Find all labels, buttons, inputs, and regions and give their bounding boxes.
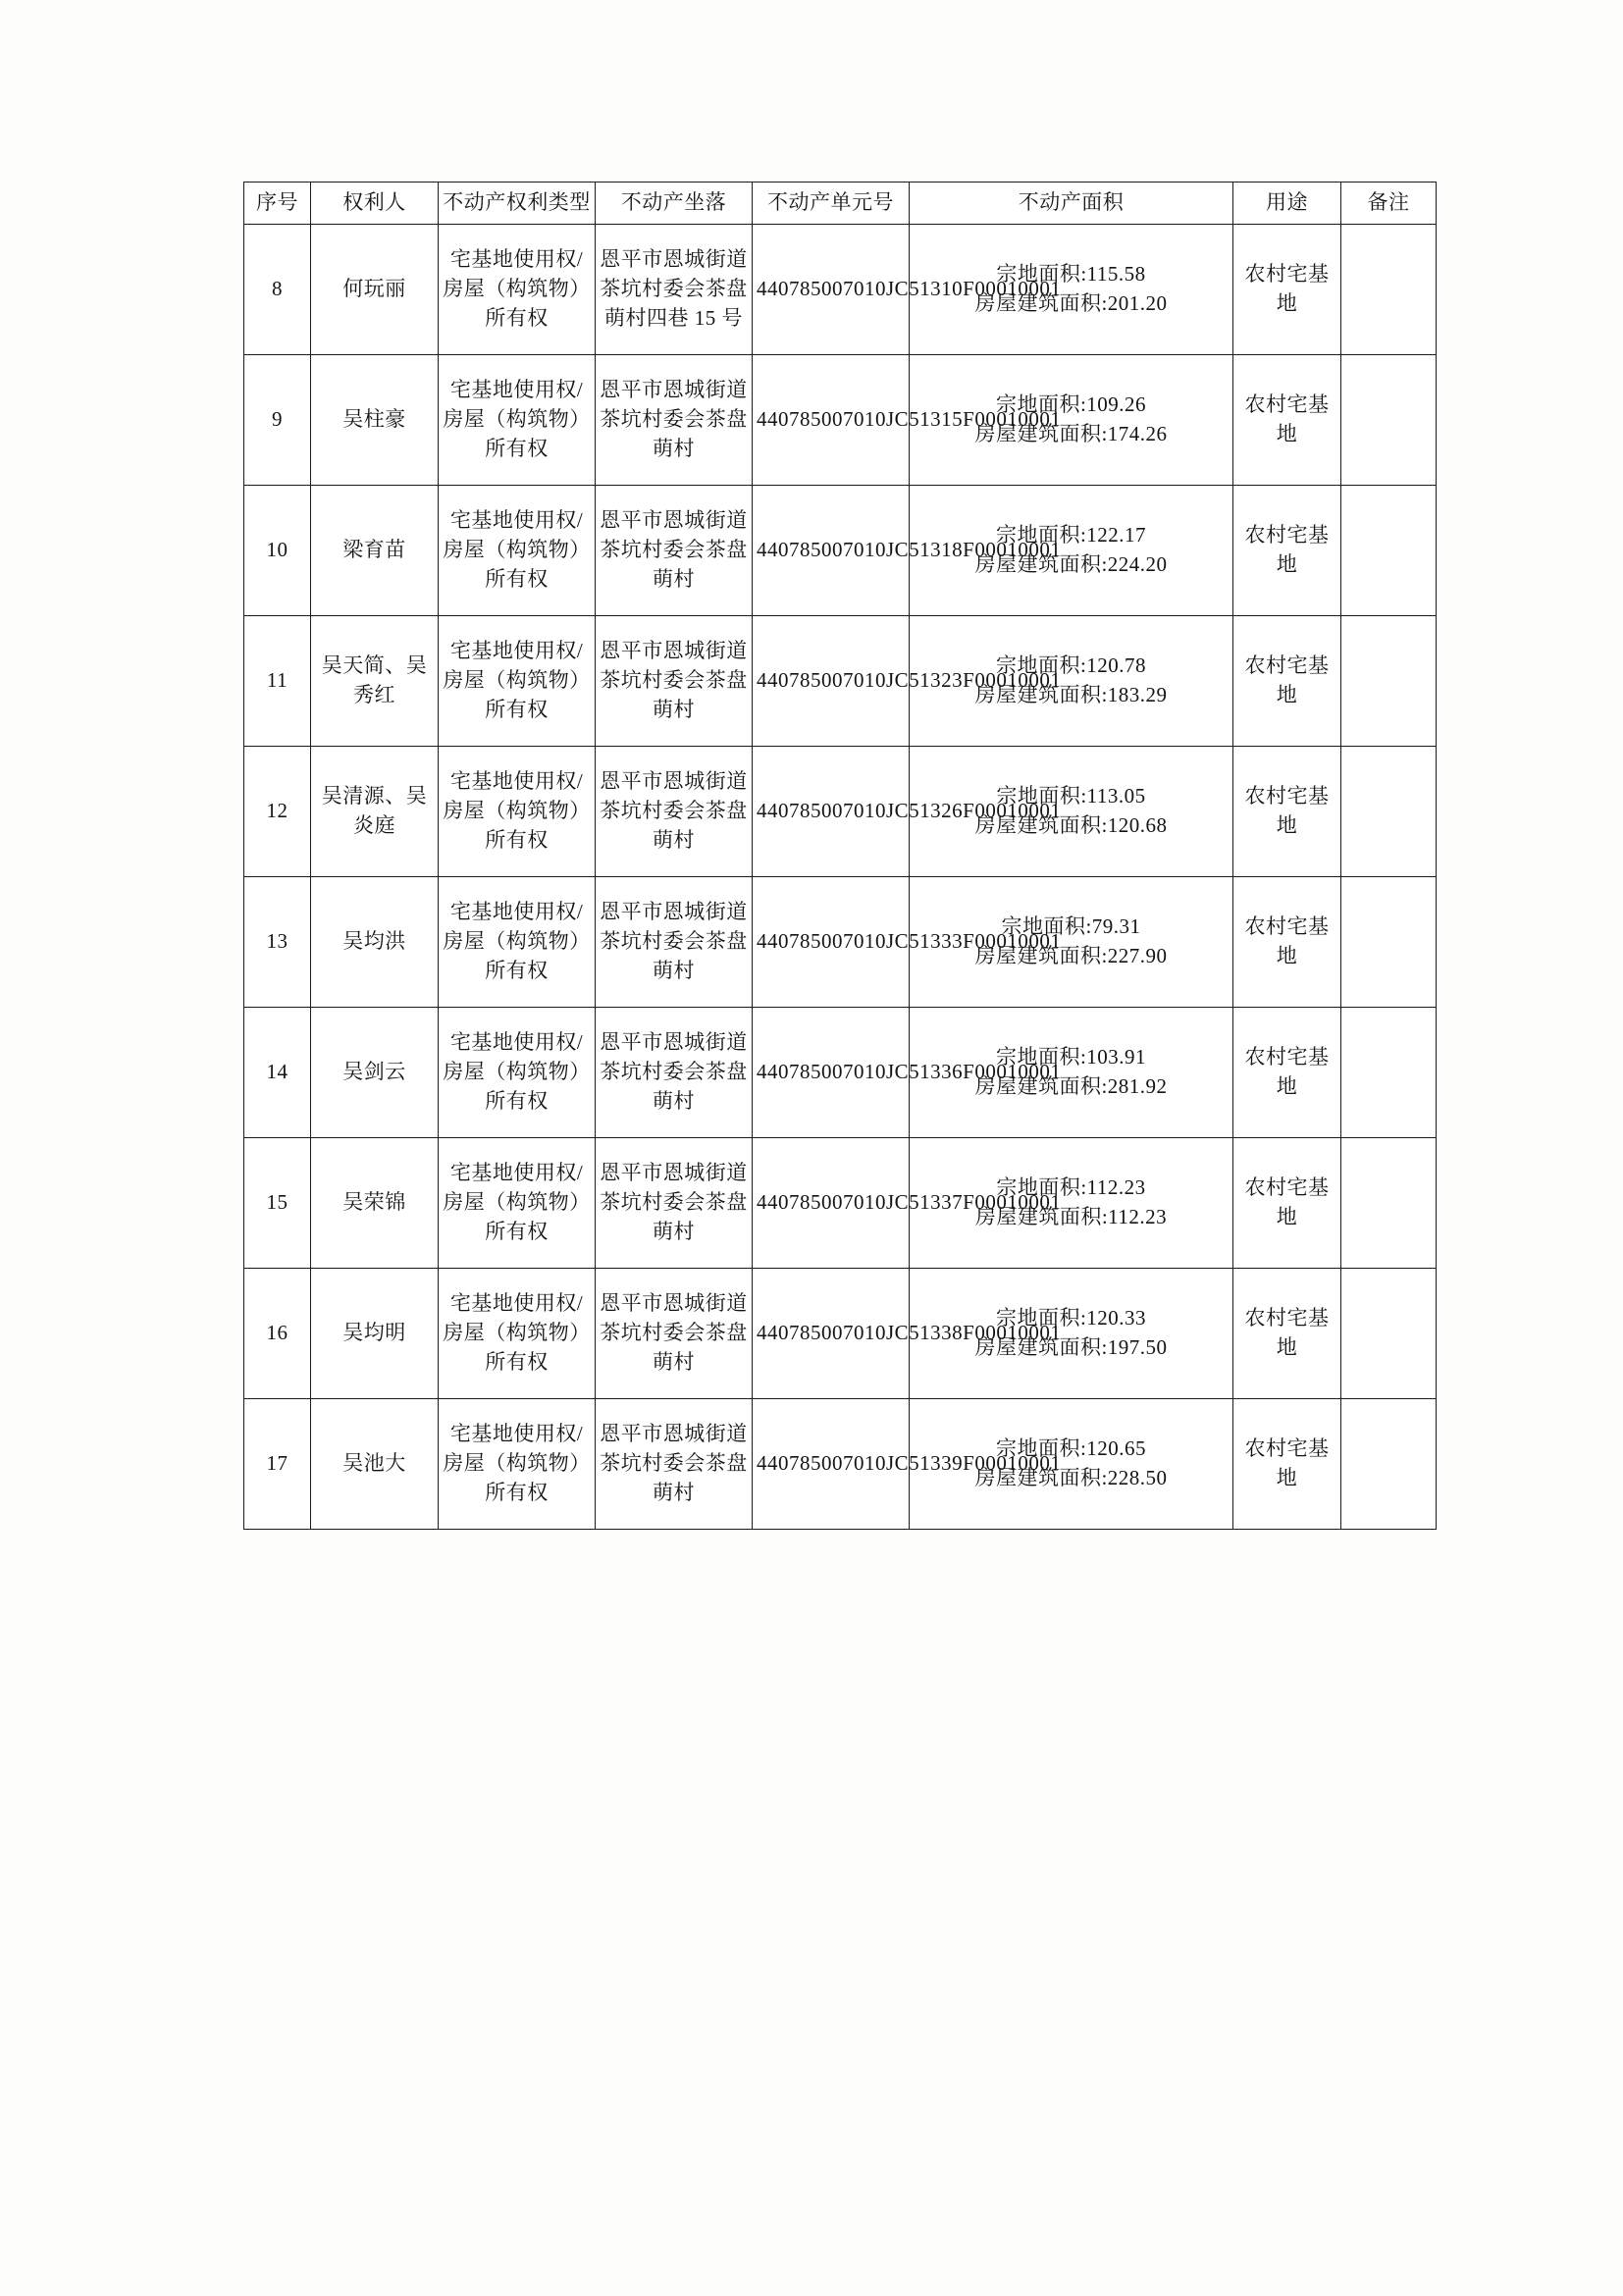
cell-owner: 吴池大 <box>311 1398 439 1529</box>
cell-remark <box>1341 1398 1437 1529</box>
registry-table-container <box>243 182 1436 1530</box>
cell-area-land: 宗地面积:120.78 <box>995 653 1147 677</box>
cell-right-type: 宅基地使用权/房屋（构筑物）所有权 <box>439 485 596 615</box>
cell-index: 12 <box>244 746 311 876</box>
cell-remark <box>1341 354 1437 485</box>
cell-area-land: 宗地面积:120.33 <box>995 1306 1147 1330</box>
column-header-right-type: 不动产权利类型 <box>439 183 596 225</box>
cell-owner: 吴均洪 <box>311 876 439 1007</box>
cell-right-type: 宅基地使用权/房屋（构筑物）所有权 <box>439 224 596 354</box>
cell-unit-number: 440785007010JC51339F00010001 <box>753 1398 910 1529</box>
cell-unit-number: 440785007010JC51318F00010001 <box>753 485 910 615</box>
cell-location: 恩平市恩城街道茶坑村委会茶盘萌村 <box>596 1137 753 1268</box>
cell-owner: 何玩丽 <box>311 224 439 354</box>
cell-area-land: 宗地面积:122.17 <box>995 523 1147 547</box>
cell-use: 农村宅基地 <box>1233 1007 1341 1137</box>
table-header-row <box>244 183 1437 225</box>
cell-unit-number: 440785007010JC51338F00010001 <box>753 1268 910 1398</box>
cell-index: 8 <box>244 224 311 354</box>
cell-index: 11 <box>244 615 311 746</box>
cell-remark <box>1341 1007 1437 1137</box>
cell-right-type: 宅基地使用权/房屋（构筑物）所有权 <box>439 746 596 876</box>
cell-index: 13 <box>244 876 311 1007</box>
cell-area-building: 房屋建筑面积:183.29 <box>974 682 1168 706</box>
cell-area-land: 宗地面积:79.31 <box>1001 914 1141 938</box>
cell-area-building: 房屋建筑面积:174.26 <box>974 421 1168 445</box>
cell-area-building: 房屋建筑面积:197.50 <box>974 1334 1168 1359</box>
cell-area-building: 房屋建筑面积:201.20 <box>974 290 1168 315</box>
cell-area-building: 房屋建筑面积:281.92 <box>974 1073 1168 1098</box>
cell-area-land: 宗地面积:115.58 <box>996 262 1146 286</box>
cell-index: 16 <box>244 1268 311 1398</box>
cell-unit-number: 440785007010JC51310F00010001 <box>753 224 910 354</box>
cell-use: 农村宅基地 <box>1233 1268 1341 1398</box>
cell-index: 10 <box>244 485 311 615</box>
cell-right-type: 宅基地使用权/房屋（构筑物）所有权 <box>439 1137 596 1268</box>
cell-area-land: 宗地面积:113.05 <box>996 784 1146 808</box>
cell-use: 农村宅基地 <box>1233 485 1341 615</box>
cell-owner: 吴剑云 <box>311 1007 439 1137</box>
cell-remark <box>1341 1137 1437 1268</box>
cell-location: 恩平市恩城街道茶坑村委会茶盘萌村四巷 15 号 <box>596 224 753 354</box>
cell-area-land: 宗地面积:109.26 <box>995 392 1147 416</box>
cell-use: 农村宅基地 <box>1233 746 1341 876</box>
cell-use: 农村宅基地 <box>1233 1398 1341 1529</box>
cell-use: 农村宅基地 <box>1233 354 1341 485</box>
cell-location: 恩平市恩城街道茶坑村委会茶盘萌村 <box>596 876 753 1007</box>
column-header-location: 不动产坐落 <box>596 183 753 225</box>
cell-area-building: 房屋建筑面积:227.90 <box>974 943 1168 967</box>
table-row <box>244 224 1437 354</box>
cell-index: 17 <box>244 1398 311 1529</box>
column-header-index: 序号 <box>244 183 311 225</box>
cell-right-type: 宅基地使用权/房屋（构筑物）所有权 <box>439 1268 596 1398</box>
table-row <box>244 1268 1437 1398</box>
cell-right-type: 宅基地使用权/房屋（构筑物）所有权 <box>439 354 596 485</box>
table-row <box>244 1398 1437 1529</box>
cell-unit-number: 440785007010JC51337F00010001 <box>753 1137 910 1268</box>
cell-use: 农村宅基地 <box>1233 876 1341 1007</box>
cell-index: 15 <box>244 1137 311 1268</box>
cell-remark <box>1341 876 1437 1007</box>
column-header-unit-number: 不动产单元号 <box>753 183 910 225</box>
table-row <box>244 485 1437 615</box>
cell-area-building: 房屋建筑面积:224.20 <box>974 551 1168 576</box>
column-header-area: 不动产面积 <box>910 183 1233 225</box>
cell-area-land: 宗地面积:120.65 <box>995 1436 1147 1460</box>
table-row <box>244 1137 1437 1268</box>
table-row <box>244 615 1437 746</box>
column-header-use: 用途 <box>1233 183 1341 225</box>
cell-right-type: 宅基地使用权/房屋（构筑物）所有权 <box>439 1398 596 1529</box>
cell-unit-number: 440785007010JC51336F00010001 <box>753 1007 910 1137</box>
cell-area-land: 宗地面积:112.23 <box>996 1175 1146 1199</box>
cell-unit-number: 440785007010JC51315F00010001 <box>753 354 910 485</box>
cell-right-type: 宅基地使用权/房屋（构筑物）所有权 <box>439 615 596 746</box>
cell-owner: 吴均明 <box>311 1268 439 1398</box>
cell-area-land: 宗地面积:103.91 <box>995 1045 1147 1069</box>
cell-owner: 吴柱豪 <box>311 354 439 485</box>
cell-location: 恩平市恩城街道茶坑村委会茶盘萌村 <box>596 615 753 746</box>
cell-location: 恩平市恩城街道茶坑村委会茶盘萌村 <box>596 1398 753 1529</box>
cell-area-building: 房屋建筑面积:228.50 <box>974 1465 1168 1489</box>
cell-remark <box>1341 224 1437 354</box>
cell-unit-number: 440785007010JC51323F00010001 <box>753 615 910 746</box>
cell-remark <box>1341 615 1437 746</box>
cell-index: 14 <box>244 1007 311 1137</box>
cell-area-building: 房屋建筑面积:112.23 <box>974 1204 1168 1228</box>
cell-owner: 吴天简、吴秀红 <box>311 615 439 746</box>
cell-right-type: 宅基地使用权/房屋（构筑物）所有权 <box>439 1007 596 1137</box>
cell-owner: 吴荣锦 <box>311 1137 439 1268</box>
cell-remark <box>1341 485 1437 615</box>
cell-use: 农村宅基地 <box>1233 1137 1341 1268</box>
table-row <box>244 746 1437 876</box>
column-header-owner: 权利人 <box>311 183 439 225</box>
cell-index: 9 <box>244 354 311 485</box>
real-estate-registry-table <box>243 182 1437 1530</box>
cell-remark <box>1341 1268 1437 1398</box>
cell-location: 恩平市恩城街道茶坑村委会茶盘萌村 <box>596 1268 753 1398</box>
cell-owner: 梁育苗 <box>311 485 439 615</box>
cell-use: 农村宅基地 <box>1233 615 1341 746</box>
cell-location: 恩平市恩城街道茶坑村委会茶盘萌村 <box>596 1007 753 1137</box>
cell-remark <box>1341 746 1437 876</box>
cell-owner: 吴清源、吴炎庭 <box>311 746 439 876</box>
table-row <box>244 354 1437 485</box>
cell-location: 恩平市恩城街道茶坑村委会茶盘萌村 <box>596 746 753 876</box>
cell-right-type: 宅基地使用权/房屋（构筑物）所有权 <box>439 876 596 1007</box>
cell-location: 恩平市恩城街道茶坑村委会茶盘萌村 <box>596 485 753 615</box>
cell-location: 恩平市恩城街道茶坑村委会茶盘萌村 <box>596 354 753 485</box>
column-header-remark: 备注 <box>1341 183 1437 225</box>
cell-use: 农村宅基地 <box>1233 224 1341 354</box>
table-row <box>244 1007 1437 1137</box>
cell-area-building: 房屋建筑面积:120.68 <box>974 812 1168 837</box>
cell-unit-number: 440785007010JC51326F00010001 <box>753 746 910 876</box>
cell-unit-number: 440785007010JC51333F00010001 <box>753 876 910 1007</box>
table-row <box>244 876 1437 1007</box>
